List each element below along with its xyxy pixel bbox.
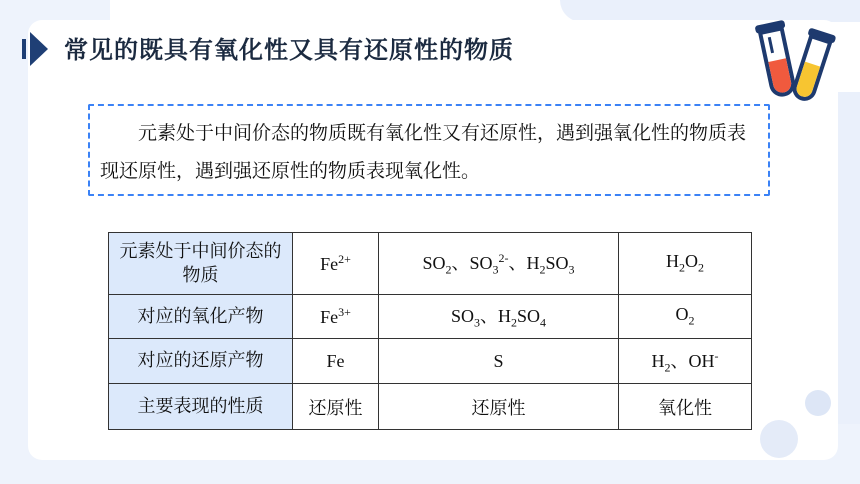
formula-separator: 、 xyxy=(508,253,527,274)
table-row xyxy=(109,295,752,339)
cell-sulfur: 还原性 xyxy=(379,384,619,430)
cell-iron: 还原性 xyxy=(293,384,379,430)
formula-subscript: 2 xyxy=(511,315,517,330)
cell-sulfur xyxy=(379,339,619,384)
formula-subscript: 4 xyxy=(540,315,547,330)
row-header-oxidation-product: 对应的氧化产物 xyxy=(109,295,293,339)
row-header-reduction-product: 对应的还原产物 xyxy=(109,339,293,384)
formula-subscript: 3 xyxy=(568,262,575,277)
formula-element: S xyxy=(493,350,504,371)
formula-element: H xyxy=(666,251,679,272)
formula-element: O xyxy=(675,304,689,325)
cell-oxygen xyxy=(619,233,752,295)
definition-note-text: 元素处于中间价态的物质既有氧化性又有还原性，遇到强氧化性的物质表现还原性，遇到强还原性的物质表现氧化性。 xyxy=(100,122,747,182)
formula-element: Fe xyxy=(320,254,339,274)
formula-element: SO xyxy=(422,253,446,274)
formula-separator: 、 xyxy=(451,253,470,274)
formula-subscript: 2 xyxy=(679,260,685,275)
formula-element: H xyxy=(526,253,540,274)
formula-superscript: 2+ xyxy=(338,252,351,266)
formula-superscript: 3+ xyxy=(338,305,351,319)
formula-element: OH xyxy=(688,350,715,371)
cell-sulfur xyxy=(379,295,619,339)
formula-subscript: 2 xyxy=(664,360,671,375)
formula-element: O xyxy=(685,251,698,272)
formula-element: SO xyxy=(517,306,541,327)
formula-subscript: 2 xyxy=(688,313,695,328)
formula-separator: 、 xyxy=(670,350,689,371)
formula-superscript: 2- xyxy=(498,251,509,266)
chevron-right-icon xyxy=(22,32,52,66)
formula-subscript: 2 xyxy=(539,262,546,277)
formula-element: SO xyxy=(545,253,569,274)
formula-subscript: 2 xyxy=(698,260,704,275)
decor-circle-small xyxy=(805,390,831,416)
cell-oxygen xyxy=(619,295,752,339)
cell-sulfur xyxy=(379,233,619,295)
formula-element: SO xyxy=(450,306,474,327)
formula-element: H xyxy=(498,306,511,327)
cell-iron xyxy=(293,339,379,384)
cell-iron xyxy=(293,233,379,295)
definition-note-box xyxy=(88,104,770,196)
cell-oxygen: 氧化性 xyxy=(619,384,752,430)
table-row xyxy=(109,233,752,295)
row-header-main-property: 主要表现的性质 xyxy=(109,384,293,430)
formula-separator: 、 xyxy=(480,306,498,327)
test-tubes-icon xyxy=(748,16,838,108)
formula-superscript: - xyxy=(714,348,719,363)
table-row xyxy=(109,384,752,430)
formula-element: H xyxy=(651,350,665,371)
row-header-intermediate: 元素处于中间价态的物质 xyxy=(109,233,293,295)
cell-iron xyxy=(293,295,379,339)
decor-circle-large xyxy=(760,420,798,458)
table-row xyxy=(109,339,752,384)
formula-subscript: 3 xyxy=(474,315,480,330)
formula-subscript: 3 xyxy=(492,262,499,277)
redox-properties-table xyxy=(108,232,752,430)
page-title: 常见的既具有氧化性又具有还原性的物质 xyxy=(64,36,514,64)
formula-element: Fe xyxy=(326,350,345,371)
formula-element: Fe xyxy=(320,307,339,327)
formula-element: SO xyxy=(469,253,493,274)
formula-subscript: 2 xyxy=(445,262,452,277)
cell-oxygen xyxy=(619,339,752,384)
